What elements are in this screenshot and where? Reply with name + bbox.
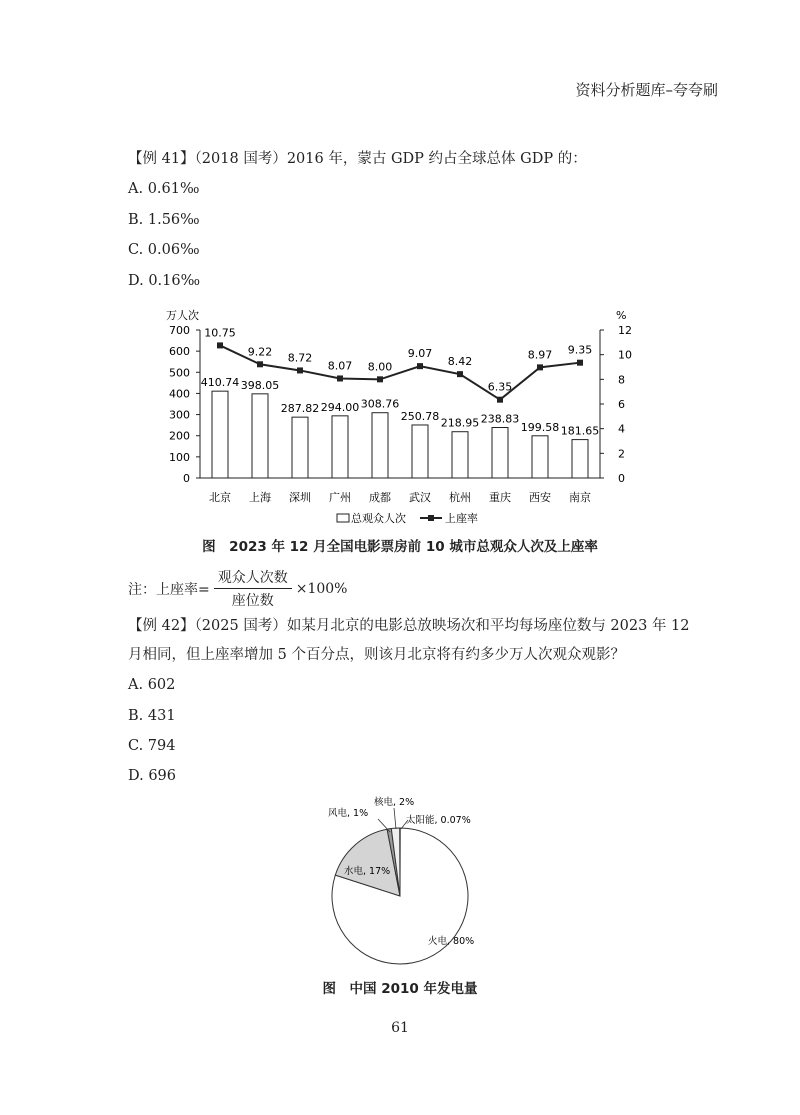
occupancy-value-label: 9.22 [247,345,273,359]
bar-北京 [212,391,228,478]
legend-line-marker [428,515,434,521]
occupancy-marker [497,397,503,403]
bar-杭州 [452,432,468,478]
category-label: 重庆 [489,491,511,504]
q41-option-a: A. 0.61‰ [128,181,200,197]
left-tick-label: 600 [169,345,190,359]
question-42 [128,612,708,670]
question-42-prefix: 【例 42】 [128,618,195,634]
bar-value-label: 294.00 [320,400,360,414]
pie-label-wind: 风电, 1% [328,808,369,819]
box-office-chart [150,305,650,530]
fraction [214,567,292,610]
q42-option-c: C. 794 [128,738,176,754]
category-label: 深圳 [289,491,311,504]
right-tick-label: 2 [618,447,625,461]
right-axis-unit: % [616,309,627,322]
pie-caption: 图 中国 2010 年发电量 [322,981,478,997]
occupancy-value-label: 8.07 [327,359,353,373]
question-42-text: 如某月北京的电影总放映场次和平均每场座位数与 2023 年 12 月相同，但上座率增加 5 个百分点，则该月北京将有约多少万人次观众观影？ [128,618,690,663]
bar-广州 [332,416,348,478]
occupancy-marker [257,361,263,367]
bar-重庆 [492,428,508,478]
running-header: 资料分析题库–夸夸刷 [575,81,718,99]
bar-武汉 [412,425,428,478]
q41-option-d: D. 0.16‰ [128,273,201,289]
question-41-source: （2018 国考） [194,151,287,167]
category-label: 广州 [329,491,351,504]
left-tick-label: 300 [169,408,190,422]
pie-label-nuclear: 核电, 2% [374,797,415,808]
note-suffix: ×100% [295,580,348,597]
q41-option-b: B. 1.56‰ [128,212,200,228]
occupancy-value-label: 8.00 [367,360,393,374]
left-tick-label: 400 [169,387,190,401]
fraction-numerator: 观众人次数 [214,567,292,589]
bar-value-label: 287.82 [280,402,320,416]
bar-value-label: 181.65 [560,424,600,438]
note-prefix: 注：上座率= [128,581,210,598]
bar-成都 [372,413,388,478]
question-41 [128,149,688,169]
right-tick-label: 10 [618,348,632,362]
occupancy-marker [417,363,423,369]
bar-value-label: 218.95 [440,416,480,430]
occupancy-marker [577,360,583,366]
leader-nuclear [394,808,396,829]
category-label: 上海 [249,491,271,504]
q42-option-b: B. 431 [128,708,176,724]
bar-value-label: 398.05 [240,378,280,392]
occupancy-marker [537,364,543,370]
right-tick-label: 8 [618,373,625,387]
chart-caption: 图 2023 年 12 月全国电影票房前 10 城市总观众人次及上座率 [202,539,598,555]
left-axis-unit: 万人次 [166,309,199,322]
q42-option-a: A. 602 [128,677,176,693]
bar-value-label: 308.76 [360,397,400,411]
bar-南京 [572,440,588,478]
page-number: 61 [391,1020,409,1036]
right-tick-label: 12 [618,324,632,337]
pie-label-thermal: 火电, 80% [428,936,475,947]
bar-value-label: 250.78 [400,409,440,423]
question-42-source: （2025 国考） [194,618,287,634]
occupancy-value-label: 8.72 [287,351,313,365]
category-label: 南京 [569,491,591,504]
bar-value-label: 238.83 [480,412,520,426]
right-tick-label: 6 [618,398,625,411]
question-41-text: 2016 年，蒙古 GDP 约占全球总体 GDP 的： [286,151,587,167]
category-label: 杭州 [449,491,471,504]
bar-value-label: 410.74 [200,376,240,390]
formula-note [128,567,348,610]
left-tick-label: 200 [169,429,190,443]
category-label: 西安 [529,491,551,504]
occupancy-marker [377,376,383,382]
occupancy-value-label: 8.42 [447,355,473,369]
right-tick-label: 0 [618,472,625,485]
fraction-denominator: 座位数 [231,593,274,609]
occupancy-value-label: 9.35 [567,343,593,357]
pie-label-hydro: 水电, 17% [344,866,391,877]
occupancy-value-label: 9.07 [407,347,433,361]
bar-深圳 [292,417,308,478]
power-generation-pie [300,792,500,972]
left-tick-label: 500 [169,366,190,380]
left-tick-label: 100 [169,450,190,464]
left-tick-label: 700 [169,324,190,337]
occupancy-marker [217,342,223,348]
bar-value-label: 199.58 [520,420,560,434]
question-41-prefix: 【例 41】 [128,151,195,167]
category-label: 武汉 [409,491,431,504]
category-label: 成都 [369,491,391,504]
right-tick-label: 4 [618,422,625,436]
pie-label-solar: 太阳能, 0.07% [406,815,471,826]
occupancy-marker [457,371,463,377]
occupancy-value-label: 8.97 [527,348,553,362]
occupancy-marker [297,367,303,373]
occupancy-value-label: 10.75 [204,326,236,340]
q41-option-c: C. 0.06‰ [128,242,200,258]
legend-bar-label: 总观众人次 [351,512,406,525]
left-tick-label: 0 [183,472,190,485]
q42-option-d: D. 696 [128,768,177,784]
occupancy-value-label: 6.35 [487,380,513,394]
legend-line-label: 上座率 [445,512,478,525]
legend-bar-swatch [337,514,349,522]
category-label: 北京 [209,491,231,504]
occupancy-marker [337,375,343,381]
bar-西安 [532,436,548,478]
bar-上海 [252,394,268,478]
